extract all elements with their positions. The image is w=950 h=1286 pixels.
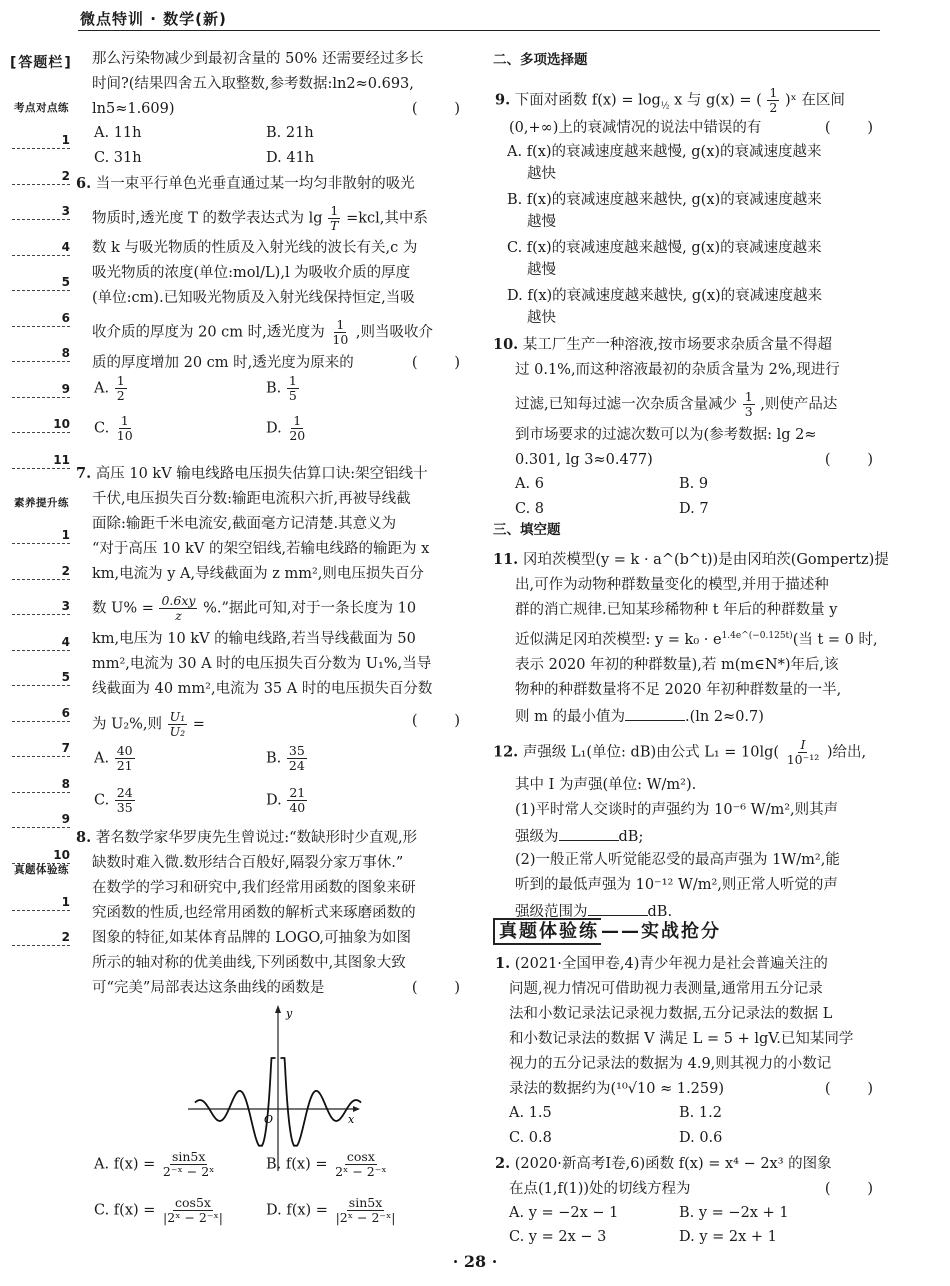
question-10	[493, 338, 832, 353]
r1-line: 问题,视力情况可借助视力表测量,通常用五分记录	[509, 981, 823, 997]
section-heading: 二、多项选择题	[493, 52, 588, 68]
q11-line: 冈珀茨模型(y = k · a^(b^t))是由冈珀茨(Gompertz)提	[522, 552, 889, 568]
q9-text: 下面对函数 f(x) = log	[514, 92, 661, 109]
q7-line: 线截面为 40 mm²,电流为 35 A 时的电压损失百分数	[92, 681, 433, 697]
denominator: 20	[289, 428, 306, 443]
q7-line: 千伏,电压损失百分数:输距电流积六折,再被导线截	[92, 491, 411, 507]
fraction	[287, 744, 307, 773]
option-continuation: 越慢	[527, 262, 556, 278]
answer-paren: ( )	[824, 1081, 873, 1097]
denominator: |2ˣ − 2⁻ˣ|	[163, 1210, 223, 1225]
option-label: C.	[94, 792, 110, 809]
q6-line: 当一束平行单色光垂直通过某一均匀非散射的吸光	[95, 176, 415, 192]
page-number: · 28 ·	[452, 1252, 498, 1271]
q12-text: dB;	[618, 829, 644, 845]
option-a	[94, 1150, 217, 1179]
q6-text: =kcl,其中系	[346, 210, 428, 227]
x-axis-label: x	[348, 1113, 355, 1126]
option-c	[94, 414, 136, 443]
answer-paren: ( )	[411, 713, 460, 729]
numerator: 0.6xy	[161, 593, 196, 608]
q9-text: x 与 g(x) = (	[669, 92, 762, 109]
banner-text: ——实战抢分	[601, 921, 721, 942]
fraction	[328, 204, 340, 233]
q11-line	[515, 632, 878, 647]
option-b: B. f(x)的衰减速度越来越快, g(x)的衰减速度越来	[507, 192, 822, 208]
answer-slot[interactable]: 9	[12, 381, 70, 398]
answer-slot[interactable]: 3	[12, 203, 70, 220]
answer-slot[interactable]: 2	[12, 563, 70, 580]
q8-line: 所示的轴对称的优美曲线,下列函数中,其图象大致	[92, 955, 406, 971]
option-b	[266, 1150, 390, 1179]
question-number: 1.	[495, 955, 511, 972]
answer-slot[interactable]: 1	[12, 527, 70, 544]
q8-line: 图象的特征,如某体育品牌的 LOGO,可抽象为如图	[92, 930, 411, 946]
numerator: 1	[336, 317, 345, 332]
question-number: 11.	[493, 551, 519, 568]
q11-text: 则 m 的最小值为	[515, 709, 625, 725]
denominator: 10⁻¹²	[786, 752, 820, 767]
option-label: D.	[266, 420, 282, 437]
answer-slot[interactable]: 11	[12, 452, 70, 469]
q7-line: “对于高压 10 kV 的架空铝线,若输电线路的输距为 x	[92, 541, 430, 557]
q12-line: 其中 I 为声强(单位: W/m²).	[515, 777, 697, 793]
option-label: B. f(x) =	[266, 1156, 328, 1173]
origin-label: O	[264, 1113, 274, 1126]
fraction	[115, 414, 135, 443]
denominator: T	[330, 218, 339, 233]
numerator: sin5x	[171, 1149, 206, 1164]
q10-line: 0.301, lg 3≈0.477)	[515, 452, 653, 468]
answer-blank[interactable]	[588, 903, 648, 916]
x-axis-arrow-icon	[353, 1106, 360, 1112]
q11-line: 表示 2020 年初的种群数量),若 m(m∈N*)年后,该	[515, 657, 839, 673]
q10-line: 某工厂生产一种溶液,按市场要求杂质含量不得超	[522, 337, 832, 353]
q7-text: 为 U₂%,则	[92, 716, 163, 733]
q12-text: 声强级 L₁(单位: dB)由公式 L₁ = 10lg(	[522, 744, 780, 761]
question-number: 12.	[493, 743, 519, 761]
fraction	[287, 374, 299, 403]
q6-text: 收介质的厚度为 20 cm 时,透光度为	[92, 324, 325, 341]
numerator: 1	[293, 413, 302, 428]
answer-slot[interactable]: 1	[12, 894, 70, 911]
r2-line: 在点(1,f(1))处的切线方程为	[509, 1181, 691, 1197]
answer-slot[interactable]: 1	[12, 132, 70, 149]
option-c: C. f(x)的衰减速度越来越慢, g(x)的衰减速度越来	[507, 240, 822, 256]
answer-paren: ( )	[411, 980, 460, 996]
option-b	[266, 744, 308, 773]
answer-sheet-section-label: 素养提升练	[14, 497, 69, 509]
option-label: A. f(x) =	[94, 1156, 156, 1173]
option-b	[266, 374, 300, 403]
question-number: 7.	[76, 465, 92, 482]
answer-slot[interactable]: 9	[12, 811, 70, 828]
question-11	[493, 553, 889, 568]
q9-text: )ˣ 在区间	[784, 92, 845, 109]
answer-slot[interactable]: 2	[12, 929, 70, 946]
option-continuation: 越快	[527, 310, 556, 326]
r2-line: (2020·新高考Ⅰ卷,6)函数 f(x) = x⁴ − 2x³ 的图象	[514, 1156, 832, 1172]
question-number: 8.	[76, 829, 92, 846]
q11-text: 近似满足冈珀茨模型: y = k₀ · e	[515, 631, 722, 648]
q8-line: 究函数的性质,也经常用函数的解析式来琢磨函数的	[92, 905, 416, 921]
option-b: B. 21h	[266, 125, 314, 141]
denominator: 10	[332, 332, 349, 347]
q11-line	[515, 708, 764, 725]
answer-slot[interactable]: 5	[12, 669, 70, 686]
answer-blank[interactable]	[559, 828, 619, 841]
answer-slot[interactable]: 6	[12, 705, 70, 722]
q12-text: 强级范围为	[515, 904, 588, 920]
q9-line: (0,+∞)上的衰减情况的说法中错误的有	[509, 120, 762, 136]
r1-line: (2021·全国甲卷,4)青少年视力是社会普遍关注的	[514, 956, 828, 972]
option-d: D. y = 2x + 1	[679, 1229, 777, 1245]
denominator: 2	[116, 388, 125, 403]
answer-sheet-section-label: 考点对点练	[14, 102, 69, 114]
numerator: 1	[116, 373, 125, 388]
option-a: A. 6	[515, 476, 544, 492]
fraction	[115, 744, 135, 773]
q7-line: mm²,电流为 30 A 时的电压损失百分数为 U₁%,当导	[92, 656, 432, 672]
q5-line: ln5≈1.609)	[92, 101, 175, 117]
q10-line	[515, 390, 837, 419]
q6-line: 质的厚度增加 20 cm 时,透光度为原来的	[92, 355, 354, 371]
option-b: B. 9	[679, 476, 709, 492]
numerator: 1	[744, 389, 753, 404]
option-a	[94, 374, 128, 403]
fraction	[334, 1196, 398, 1225]
denominator: |2ˣ − 2⁻ˣ|	[335, 1210, 396, 1225]
denominator: z	[175, 608, 182, 623]
q10-line: 过 0.1%,而这种溶液最初的杂质含量为 2%,现进行	[515, 362, 840, 378]
answer-slot[interactable]: 4	[12, 239, 70, 256]
r1-line: 录法的数据约为(¹⁰√10 ≈ 1.259)	[509, 1081, 725, 1097]
answer-slot[interactable]: 4	[12, 634, 70, 651]
section-banner	[493, 923, 721, 941]
q7-line: 高压 10 kV 输电线路电压损失估算口诀:架空铝线十	[95, 466, 428, 482]
q8-line: 著名数学家华罗庚先生曾说过:“数缺形时少直观,形	[95, 830, 418, 846]
option-label: A.	[94, 380, 110, 397]
numerator: cosx	[346, 1149, 375, 1164]
numerator: 24	[116, 785, 133, 800]
option-label: A.	[94, 750, 110, 767]
answer-paren: ( )	[411, 101, 460, 117]
question-number: 9.	[495, 91, 511, 109]
option-b: B. 1.2	[679, 1105, 722, 1121]
q12-text: 强级为	[515, 829, 559, 845]
denominator: 40	[289, 800, 306, 815]
r1-line: 视力的五分记录法的数据为 4.9,则其视力的小数记	[509, 1056, 832, 1072]
q7-text: =	[192, 716, 205, 733]
fraction	[159, 594, 197, 623]
denominator: 2⁻ˣ − 2ˣ	[162, 1164, 215, 1179]
question-8	[76, 831, 417, 846]
denominator: 10	[116, 428, 133, 443]
option-c: C. y = 2x − 3	[509, 1229, 607, 1245]
numerator: 35	[288, 743, 305, 758]
r1-line: 和小数记录法的数据 V 满足 L = 5 + lgV.已知某同学	[509, 1031, 854, 1047]
question-number: 10.	[493, 336, 519, 353]
q6-line	[92, 204, 428, 233]
option-c: C. 31h	[94, 150, 142, 166]
option-a: A. y = −2x − 1	[509, 1205, 619, 1221]
denominator: 2ˣ − 2⁻ˣ	[335, 1164, 387, 1179]
q5-line: 时间?(结果四舍五入取整数,参考数据:ln2≈0.693,	[92, 76, 414, 92]
header-rule	[78, 30, 880, 31]
numerator: 1	[769, 85, 778, 100]
q7-line: km,电流为 y A,导线截面为 z mm²,则电压损失百分	[92, 566, 424, 582]
q6-line	[92, 318, 433, 347]
numerator: 40	[116, 743, 133, 758]
question-number: 6.	[76, 175, 92, 192]
fraction	[330, 318, 350, 347]
denominator: 24	[288, 758, 305, 773]
answer-slot[interactable]: 8	[12, 776, 70, 793]
numerator: 1	[120, 413, 129, 428]
fraction	[333, 1150, 389, 1179]
option-label: C. f(x) =	[94, 1202, 156, 1219]
option-d	[266, 786, 308, 815]
q8-line: 在数学的学习和研究中,我们经常用函数的图象来研	[92, 880, 416, 896]
numerator: 21	[289, 785, 306, 800]
denominator: 5	[288, 388, 297, 403]
denominator: 3	[744, 404, 753, 419]
denominator: 35	[116, 800, 133, 815]
q11-sup: 1.4e^(−0.125t)	[721, 631, 793, 641]
answer-blank[interactable]	[625, 708, 685, 721]
q12-text: )给出,	[826, 744, 867, 761]
q7-line	[92, 710, 205, 739]
fraction	[287, 786, 307, 815]
fraction	[168, 710, 188, 739]
q11-line: 物种的种群数量将不足 2020 年初种群数量的一半,	[515, 682, 842, 698]
denominator: 21	[116, 758, 133, 773]
fraction	[767, 86, 779, 115]
option-d	[266, 414, 308, 443]
option-label: D. f(x) =	[266, 1202, 328, 1219]
q8-line: 缺数时难入微.数形结合百般好,隔裂分家万事休.”	[92, 855, 404, 871]
q6-line: 吸光物质的浓度(单位:mol/L),l 为吸收介质的厚度	[92, 265, 411, 281]
question-6	[76, 177, 415, 192]
answer-paren: ( )	[411, 355, 460, 371]
r1-line: 法和小数记录法记录视力数据,五分记录法的数据 L	[509, 1006, 833, 1022]
answer-sheet-section-label: 真题体验练	[14, 864, 69, 876]
q9-sub: ½	[660, 101, 670, 112]
fraction	[287, 414, 307, 443]
option-continuation: 越慢	[527, 214, 556, 230]
option-a: A. 1.5	[509, 1105, 552, 1121]
q6-line: 数 k 与吸光物质的性质及入射光线的波长有关,c 为	[92, 240, 418, 256]
q6-text: 物质时,透光度 T 的数学表达式为 lg	[92, 210, 323, 227]
answer-slot[interactable]: 10	[12, 416, 70, 433]
question-7	[76, 467, 428, 482]
answer-slot[interactable]: 8	[12, 345, 70, 362]
question-9	[495, 86, 845, 115]
q11-text: (当 t = 0 时,	[792, 631, 878, 648]
q8-line: 可“完美”局部表达这条曲线的函数是	[92, 980, 325, 996]
option-d	[266, 1196, 399, 1225]
q12-text: dB.	[647, 904, 673, 920]
option-c: C. 8	[515, 501, 545, 517]
answer-slot[interactable]: 10	[12, 847, 70, 864]
q6-line: (单位:cm).已知吸光物质及入射光线保持恒定,当吸	[92, 290, 415, 306]
numerator: 1	[330, 203, 339, 218]
option-d: D. 7	[679, 501, 709, 517]
option-a	[94, 744, 136, 773]
fraction	[161, 1150, 217, 1179]
answer-slot[interactable]: 6	[12, 310, 70, 327]
q12-line: (1)平时常人交谈时的声强约为 10⁻⁶ W/m²,则其声	[515, 802, 839, 818]
answer-paren: ( )	[824, 120, 873, 136]
option-label: D.	[266, 792, 282, 809]
answer-slot[interactable]: 3	[12, 598, 70, 615]
y-axis-arrow-icon	[275, 1005, 281, 1013]
fraction	[161, 1196, 225, 1225]
numerator: 1	[288, 373, 297, 388]
option-label: B.	[266, 750, 282, 767]
option-a: A. 11h	[94, 125, 142, 141]
numerator: U₁	[169, 709, 186, 724]
denominator: 2	[769, 100, 778, 115]
q6-text: ,则当吸收介	[355, 324, 433, 341]
y-axis-label: y	[286, 1007, 293, 1020]
q12-line: (2)一般正常人听觉能忍受的最高声强为 1W/m²,能	[515, 852, 840, 868]
option-c: C. 0.8	[509, 1130, 552, 1146]
option-c	[94, 1196, 226, 1225]
q10-text: 过滤,已知每过滤一次杂质含量减少	[515, 396, 738, 413]
answer-slot[interactable]: 2	[12, 168, 70, 185]
answer-sheet-title: [ 答题栏 ]	[10, 52, 72, 72]
section-heading: 三、填空题	[493, 522, 561, 538]
option-label: B.	[266, 380, 282, 397]
fraction	[115, 786, 135, 815]
fraction	[785, 738, 822, 767]
answer-paren: ( )	[824, 452, 873, 468]
fraction	[115, 374, 127, 403]
answer-slot[interactable]: 5	[12, 274, 70, 291]
q12-line: 听到的最低声强为 10⁻¹² W/m²,则正常人听觉的声	[515, 877, 838, 893]
q11-line: 群的消亡规律.已知某珍稀物种 t 年后的种群数量 y	[515, 602, 838, 618]
q7-text: %.”据此可知,对于一条长度为 10	[203, 600, 417, 617]
option-d: D. 0.6	[679, 1130, 723, 1146]
option-d: D. f(x)的衰减速度越来越快, g(x)的衰减速度越来	[507, 288, 823, 304]
option-c	[94, 786, 136, 815]
fraction	[743, 390, 755, 419]
question-number: 2.	[495, 1155, 511, 1172]
q7-line: 面除:输距千米电流安,截面毫方记清楚.其意义为	[92, 516, 397, 532]
real-question-2	[495, 1157, 832, 1172]
numerator: sin5x	[348, 1195, 383, 1210]
question-12	[493, 738, 866, 767]
q11-line: 出,可作为动物种群数量变化的模型,并用于描述种	[515, 577, 829, 593]
q10-line: 到市场要求的过滤次数可以为(参考数据: lg 2≈	[515, 427, 817, 443]
q7-line	[92, 594, 416, 623]
q11-text: .(ln 2≈0.7)	[684, 709, 764, 725]
numerator: cos5x	[175, 1195, 211, 1210]
option-label: C.	[94, 420, 110, 437]
answer-slot[interactable]: 7	[12, 740, 70, 757]
q7-line: km,电压为 10 kV 的输电线路,若当导线截面为 50	[92, 631, 416, 647]
option-d: D. 41h	[266, 150, 315, 166]
q7-text: 数 U% =	[92, 600, 154, 617]
real-question-1	[495, 957, 828, 972]
header-title: 微点特训 · 数学(新)	[80, 10, 227, 28]
banner-boxed-text: 真题体验练	[493, 918, 601, 945]
denominator: U₂	[169, 724, 186, 739]
q5-line: 那么污染物减少到最初含量的 50% 还需要经过多长	[92, 51, 424, 67]
q10-text: ,则使产品达	[760, 396, 838, 413]
option-a: A. f(x)的衰减速度越来越慢, g(x)的衰减速度越来	[507, 144, 822, 160]
option-b: B. y = −2x + 1	[679, 1205, 789, 1221]
answer-paren: ( )	[824, 1181, 873, 1197]
option-continuation: 越快	[527, 166, 556, 182]
numerator: I	[800, 737, 806, 752]
q12-line	[515, 828, 643, 845]
